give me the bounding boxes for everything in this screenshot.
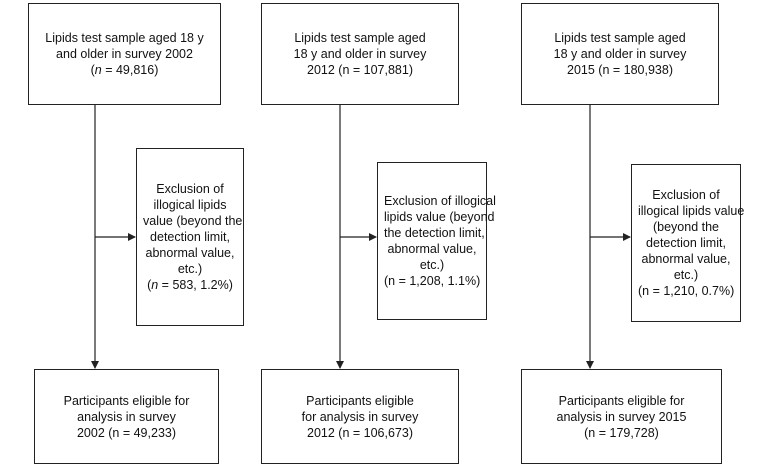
box-line: 2002 (n = 49,233) [76,425,177,440]
survey-2015-sample-box [521,3,719,105]
box-line: 18 y and older in survey [293,47,427,61]
box-line: 2015 (n = 180,938) [567,63,673,77]
box-line: Exclusion of [156,182,224,196]
box-line: (n = 179,728) [584,425,659,440]
box-line: (beyond the [652,220,720,234]
survey-2012-exclusion-box [377,162,496,320]
survey-2002-exclusion-box [136,148,244,326]
box-line: (n = 1,208, 1.1%) [384,274,481,288]
box-line: analysis in survey 2015 [556,409,687,424]
survey-2015-exclusion-box [631,164,745,322]
survey-2002-sample-box [28,3,221,105]
box-line: (n = 1,210, 0.7%) [638,284,735,298]
box-line: and older in survey 2002 [56,47,193,61]
box-line: abnormal value, [387,242,477,256]
box-line: (n = 49,816) [90,63,159,77]
box-line: analysis in survey [77,409,176,424]
box-line: detection limit, [150,230,230,244]
box-line: illogical lipids [153,198,227,212]
box-line: Exclusion of [652,188,720,202]
box-line: Lipids test sample aged 18 y [45,31,204,45]
box-line: abnormal value, [641,252,731,266]
box-line: illogical lipids value [638,204,745,218]
survey-2002-eligible-box [34,369,219,464]
box-line: 2012 (n = 107,881) [307,63,413,77]
survey-2012-eligible-box [261,369,459,464]
box-line: etc.) [177,262,203,276]
survey-2015-eligible-box [521,369,722,464]
box-line: for analysis in survey [301,409,419,424]
box-line: (n = 583, 1.2%) [147,278,233,292]
box-line: 2012 (n = 106,673) [307,425,413,440]
box-line: etc.) [419,258,445,272]
n-symbol: n [151,278,159,292]
box-line: the detection limit, [384,226,485,240]
box-line: lipids value (beyond [384,210,495,224]
box-line: 18 y and older in survey [553,47,687,61]
box-line: abnormal value, [145,246,235,260]
box-line: Lipids test sample aged [294,31,426,45]
box-line: detection limit, [646,236,726,250]
box-line: Participants eligible [306,393,414,408]
box-line: Exclusion of illogical [384,194,496,208]
box-line: Participants eligible for [558,393,685,408]
box-line: etc.) [673,268,699,282]
n-symbol: n [94,63,102,77]
box-line: Lipids test sample aged [554,31,686,45]
box-line: Participants eligible for [63,393,190,408]
box-line: value (beyond the [143,214,243,228]
survey-2012-sample-box [261,3,459,105]
